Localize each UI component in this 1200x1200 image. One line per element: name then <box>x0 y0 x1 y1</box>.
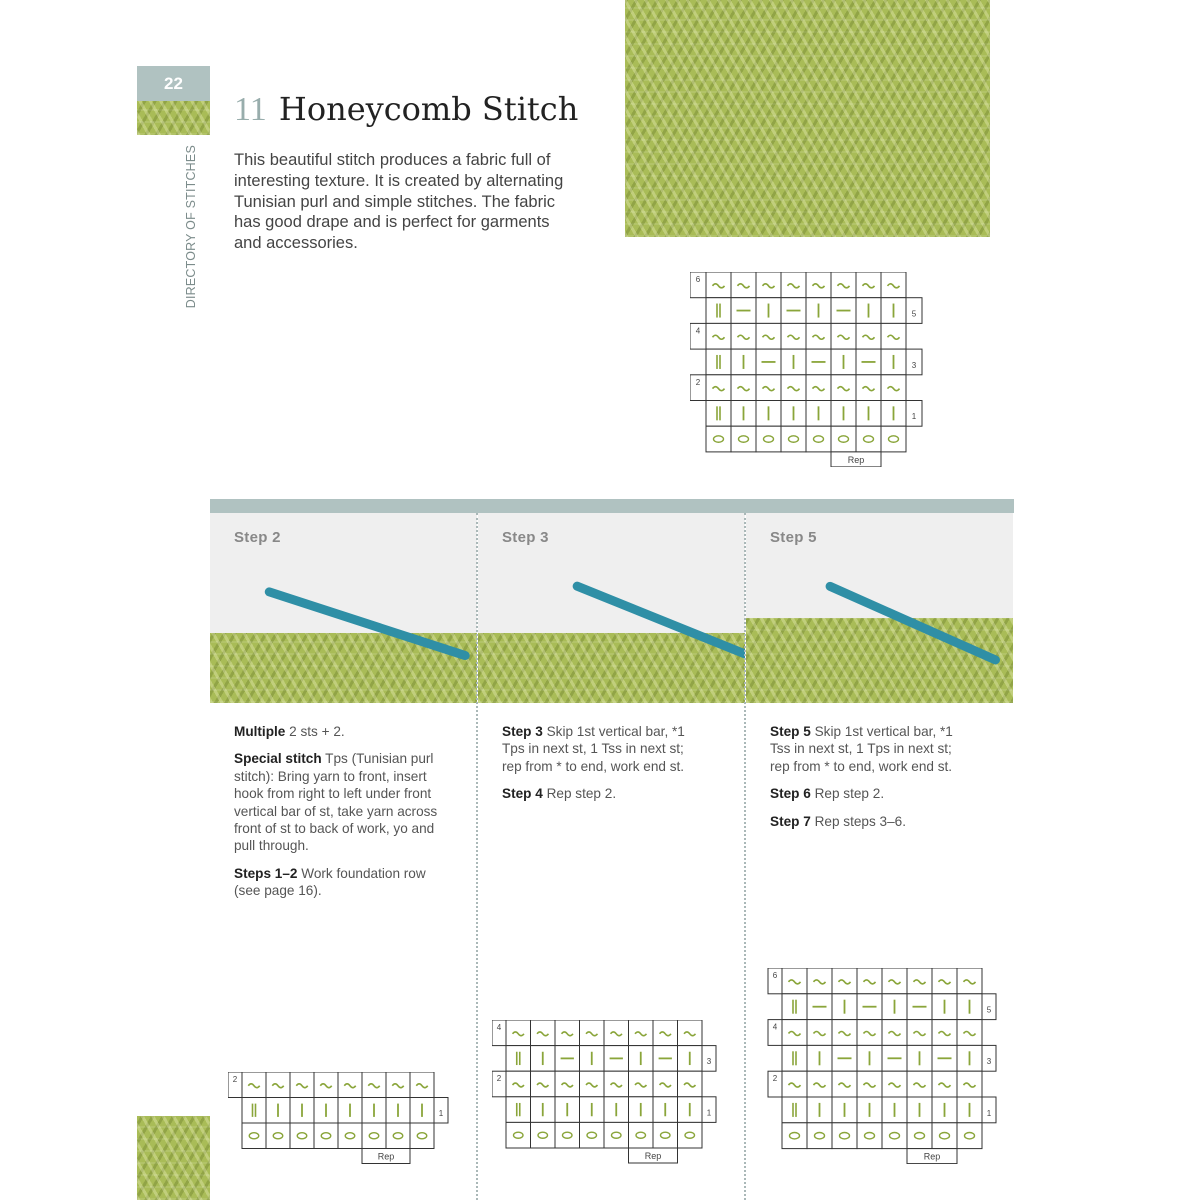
instruction-text: Work foundation row (see page 16). <box>234 865 426 899</box>
chart-cell <box>338 1123 362 1149</box>
chart-cell <box>242 1123 266 1149</box>
chart-cell <box>362 1123 386 1149</box>
stitch-chart-main <box>690 272 930 467</box>
row-number-label: 1 <box>706 1108 712 1118</box>
row-number-label: 1 <box>438 1109 444 1118</box>
stitch-chart-step-3 <box>492 1020 732 1164</box>
chart-cell <box>629 1122 654 1148</box>
row-number-label: 2 <box>695 377 701 387</box>
page-number-tab <box>137 66 210 101</box>
instruction-label: Step 4 <box>502 786 543 802</box>
chart-cell <box>531 1122 556 1148</box>
repeat-label: Rep <box>644 1151 662 1161</box>
yarn-fabric-image <box>478 633 745 703</box>
step-photo <box>478 568 745 703</box>
chart-cell <box>410 1123 434 1149</box>
intro-text: This beautiful stitch produces a fabric full of interesting texture. It is created by alternating Tunisian purl and simple stitches. The fabric has good drape and is perfect for garments and accessories. <box>234 151 564 253</box>
instruction-label: Step 5 <box>770 724 811 739</box>
step-header <box>746 513 1013 703</box>
chart-cell <box>580 1122 605 1148</box>
chart-cell <box>831 426 856 452</box>
step-instructions <box>234 723 439 910</box>
chart-cell <box>832 1123 857 1149</box>
row-number-label: 2 <box>496 1074 502 1084</box>
chart-cell <box>782 994 807 1020</box>
instruction-text: Skip 1st vertical bar, *1 Tss in next st, 1 Tps in next st; rep from * to end, work end st. <box>770 724 953 774</box>
chart-cell <box>881 426 906 452</box>
row-number-label: 3 <box>986 1057 992 1067</box>
stitch-number: 11 <box>234 91 267 128</box>
step-photo <box>210 568 477 703</box>
chart-cell <box>856 426 881 452</box>
chart-cell <box>706 349 731 375</box>
chart-cell <box>506 1046 531 1072</box>
repeat-label: Rep <box>847 454 865 465</box>
swatch-photo <box>625 0 990 237</box>
chart-cell <box>781 426 806 452</box>
row-number-label: 5 <box>986 1005 992 1015</box>
row-number-label: 4 <box>772 1022 778 1032</box>
repeat-label: Rep <box>377 1151 395 1162</box>
stitch-title <box>234 90 578 129</box>
chart-cell <box>678 1122 703 1148</box>
instruction-label: Steps 1–2 <box>234 865 298 881</box>
stitch-chart-step-2 <box>228 1072 468 1164</box>
step-title: Step 3 <box>502 529 549 546</box>
row-number-label: 2 <box>772 1074 778 1084</box>
chart-cell <box>782 1123 807 1149</box>
step-header <box>210 513 477 703</box>
step-title: Step 5 <box>770 529 817 546</box>
step-photo <box>746 568 1013 703</box>
chart-cell <box>807 1123 832 1149</box>
chart-cell <box>706 426 731 452</box>
chart-cell <box>782 1045 807 1071</box>
instruction-label: Step 3 <box>502 724 543 739</box>
chart-cell <box>731 426 756 452</box>
row-number-label: 6 <box>695 275 701 284</box>
instruction-text: Rep steps 3–6. <box>814 813 907 829</box>
instruction-label: Multiple <box>234 724 286 739</box>
yarn-fabric-image <box>746 618 1013 703</box>
stitch-name: Honeycomb Stitch <box>278 90 579 128</box>
row-number-label: 1 <box>986 1108 992 1118</box>
tab-swatch-image <box>137 101 210 135</box>
instruction-text: 2 sts + 2. <box>289 724 345 739</box>
chart-cell <box>882 1123 907 1149</box>
step-instructions <box>502 723 707 813</box>
section-label: DIRECTORY OF STITCHES <box>184 145 198 309</box>
chart-cell <box>386 1123 410 1149</box>
chart-cell <box>604 1122 629 1148</box>
chart-cell <box>506 1097 531 1123</box>
row-number-label: 3 <box>911 360 917 370</box>
page-number: 22 <box>164 74 183 93</box>
chart-cell <box>782 1097 807 1123</box>
repeat-label: Rep <box>923 1151 941 1162</box>
chart-cell <box>555 1122 580 1148</box>
chart-cell <box>266 1123 290 1149</box>
chart-cell <box>756 426 781 452</box>
instruction-text: Tps (Tunisian purl stitch): Bring yarn to front, insert hook from right to left under front vertical bar of st, take yarn across front of st to back of work, yo and pull through. <box>234 751 438 854</box>
swatch-thumbnail <box>137 1116 210 1200</box>
chart-cell <box>957 1123 982 1149</box>
instruction-label: Step 7 <box>770 813 811 829</box>
chart-cell <box>706 401 731 427</box>
chart-cell <box>242 1098 266 1124</box>
chart-cell <box>907 1123 932 1149</box>
instruction-text: Rep step 2. <box>546 786 617 802</box>
instruction-text: Skip 1st vertical bar, *1 Tps in next st, 1 Tss in next st; rep from * to end, work end st. <box>502 724 685 774</box>
chart-cell <box>653 1122 678 1148</box>
stitch-chart-step-5 <box>766 968 1006 1164</box>
row-number-label: 5 <box>911 309 917 319</box>
step-instructions <box>770 723 975 840</box>
chart-cell <box>314 1123 338 1149</box>
row-number-label: 4 <box>695 326 701 336</box>
steps-band <box>210 499 1014 513</box>
row-number-label: 6 <box>772 971 778 980</box>
instruction-text: Rep step 2. <box>814 786 885 802</box>
step-header <box>478 513 745 703</box>
row-number-label: 2 <box>232 1075 238 1084</box>
chart-cell <box>706 298 731 324</box>
instruction-label: Step 6 <box>770 786 811 802</box>
chart-cell <box>806 426 831 452</box>
chart-cell <box>290 1123 314 1149</box>
step-title: Step 2 <box>234 529 281 546</box>
instruction-label: Special stitch <box>234 751 322 767</box>
chart-cell <box>932 1123 957 1149</box>
row-number-label: 4 <box>496 1023 502 1032</box>
row-number-label: 3 <box>706 1057 712 1067</box>
row-number-label: 1 <box>911 412 917 422</box>
chart-cell <box>506 1122 531 1148</box>
chart-cell <box>857 1123 882 1149</box>
